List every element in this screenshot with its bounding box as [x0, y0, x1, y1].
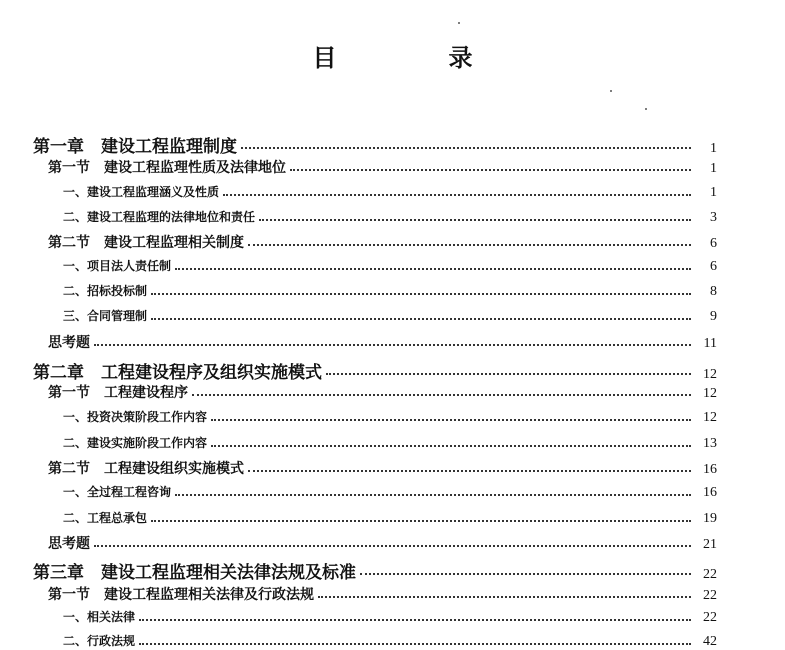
toc-entry[interactable]	[63, 434, 717, 452]
toc-entry-page: 12	[703, 367, 717, 382]
toc-entry[interactable]	[63, 282, 717, 300]
toc-entry[interactable]	[63, 608, 717, 626]
scan-speck	[458, 22, 460, 24]
toc-entry-label: 第三章 建设工程监理相关法律法规及标准	[33, 563, 356, 583]
dot-leader	[318, 596, 691, 598]
toc-entry-page: 1	[710, 141, 717, 156]
toc-entry-label: 第二节 工程建设组织实施模式	[48, 461, 244, 477]
toc-entry-page: 42	[703, 634, 717, 649]
toc-entry[interactable]	[48, 584, 717, 604]
dot-leader	[290, 169, 691, 171]
toc-entry-page: 21	[703, 537, 717, 552]
toc-entry-label: 第一节 建设工程监理性质及法律地位	[48, 160, 286, 176]
dot-leader	[94, 545, 691, 547]
toc-entry-page: 13	[703, 436, 717, 451]
dot-leader	[94, 344, 691, 346]
toc-entry[interactable]	[33, 558, 717, 583]
toc-entry-label: 三、合同管理制	[63, 309, 148, 323]
toc-entry[interactable]	[33, 132, 717, 157]
toc-entry[interactable]	[48, 458, 717, 478]
toc-entry[interactable]	[48, 232, 717, 252]
toc-entry-page: 19	[703, 511, 717, 526]
toc-title: 目 录	[312, 44, 517, 72]
dot-leader	[223, 194, 691, 196]
dot-leader	[326, 373, 691, 375]
toc-entry[interactable]	[63, 483, 717, 501]
toc-entry-label: 一、项目法人责任制	[63, 259, 172, 273]
toc-entry-page: 16	[703, 485, 717, 500]
dot-leader	[241, 147, 691, 149]
toc-entry[interactable]	[63, 183, 717, 201]
toc-entry-page: 8	[710, 284, 717, 299]
toc-entry[interactable]	[48, 533, 717, 553]
toc-entry-page: 1	[710, 185, 717, 200]
toc-entry-label: 第二章 工程建设程序及组织实施模式	[33, 363, 322, 383]
dot-leader	[259, 219, 691, 221]
toc-entry-page: 22	[703, 588, 717, 603]
toc-entry-label: 一、投资决策阶段工作内容	[63, 410, 208, 424]
toc-entry-label: 二、招标投标制	[63, 284, 148, 298]
toc-entry-label: 第一章 建设工程监理制度	[33, 137, 237, 157]
dot-leader	[151, 293, 691, 295]
toc-entry-label: 二、行政法规	[63, 634, 136, 648]
toc-entry-label: 二、建设工程监理的法律地位和责任	[63, 210, 256, 224]
toc-entry[interactable]	[48, 332, 717, 352]
toc-entry-label: 第一节 建设工程监理相关法律及行政法规	[48, 587, 314, 603]
toc-entry[interactable]	[33, 358, 717, 383]
toc-entry-page: 6	[710, 259, 717, 274]
dot-leader	[192, 394, 691, 396]
dot-leader	[151, 520, 691, 522]
scan-speck	[645, 108, 647, 110]
toc-entry-page: 22	[703, 567, 717, 582]
toc-entry[interactable]	[63, 509, 717, 527]
toc-entry[interactable]	[48, 157, 717, 177]
dot-leader	[248, 244, 691, 246]
toc-entry-page: 12	[703, 410, 717, 425]
scan-speck	[610, 90, 612, 92]
toc-entry-page: 9	[710, 309, 717, 324]
toc-entry-label: 思考题	[48, 536, 90, 552]
toc-entry-page: 6	[710, 236, 717, 251]
toc-entry[interactable]	[63, 208, 717, 226]
toc-entry-label: 二、工程总承包	[63, 511, 148, 525]
toc-entry-label: 二、建设实施阶段工作内容	[63, 436, 208, 450]
dot-leader	[175, 268, 691, 270]
toc-entry-page: 3	[710, 210, 717, 225]
dot-leader	[211, 445, 691, 447]
toc-entry-page: 11	[703, 336, 717, 351]
dot-leader	[139, 619, 691, 621]
toc-entry-page: 22	[703, 610, 717, 625]
dot-leader	[211, 419, 691, 421]
dot-leader	[139, 643, 691, 645]
toc-entry-label: 一、全过程工程咨询	[63, 485, 172, 499]
dot-leader	[175, 494, 691, 496]
toc-entry[interactable]	[63, 257, 717, 275]
dot-leader	[360, 573, 691, 575]
dot-leader	[151, 318, 691, 320]
toc-entry[interactable]	[63, 408, 717, 426]
toc-entry-page: 1	[710, 161, 717, 176]
toc-entry[interactable]	[63, 307, 717, 325]
toc-entry-label: 一、建设工程监理涵义及性质	[63, 185, 220, 199]
toc-entry[interactable]	[48, 382, 717, 402]
toc-entry-label: 第二节 建设工程监理相关制度	[48, 235, 244, 251]
toc-entry-label: 第一节 工程建设程序	[48, 385, 188, 401]
toc-entry-label: 一、相关法律	[63, 610, 136, 624]
toc-entry-label: 思考题	[48, 335, 90, 351]
toc-entry-page: 16	[703, 462, 717, 477]
toc-entry-page: 12	[703, 386, 717, 401]
dot-leader	[248, 470, 691, 472]
